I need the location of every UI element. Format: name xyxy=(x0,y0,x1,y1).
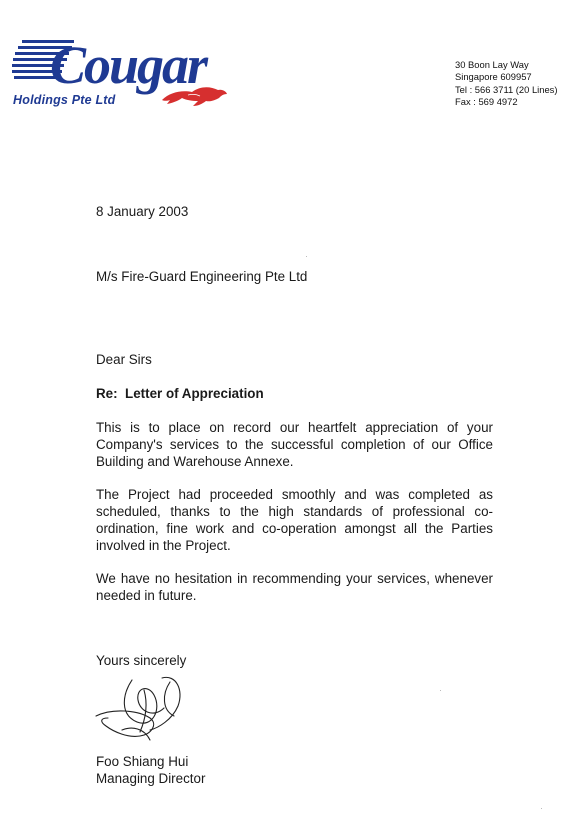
letter-subject: Re: Letter of Appreciation xyxy=(96,386,264,401)
address-line: Singapore 609957 xyxy=(455,71,532,83)
handwritten-signature xyxy=(92,660,192,750)
body-paragraph: This is to place on record our heartfelt appreciation of your Company's services to the successful completion of our Office Building and Warehouse Annexe. xyxy=(96,420,493,469)
letter-recipient: M/s Fire-Guard Engineering Pte Ltd xyxy=(96,269,308,284)
company-address xyxy=(455,59,558,109)
logo-subtitle: Holdings Pte Ltd xyxy=(13,93,116,107)
address-line: 30 Boon Lay Way xyxy=(455,59,529,70)
letter-date: 8 January 2003 xyxy=(96,204,189,219)
body-paragraph: We have no hesitation in recommending your services, whenever needed in future. xyxy=(96,571,493,603)
scan-speck xyxy=(541,808,542,809)
address-telephone: Tel : 566 3711 (20 Lines) xyxy=(455,83,558,95)
signer-name: Foo Shiang Hui xyxy=(96,754,189,769)
scan-speck xyxy=(440,690,441,691)
address-fax: Fax : 569 4972 xyxy=(455,96,518,108)
letter-closing: Yours sincerely xyxy=(96,653,187,668)
body-paragraph: The Project had proceeded smoothly and was completed as scheduled, thanks to the high standards of professional co-ordination, fine work and co-operation amongst all the Parties involved in the Project. xyxy=(96,487,493,553)
signer-title: Managing Director xyxy=(96,771,206,786)
svg-text:Cougar: Cougar xyxy=(50,35,207,95)
letter-salutation: Dear Sirs xyxy=(96,352,152,367)
scan-speck xyxy=(306,256,307,257)
